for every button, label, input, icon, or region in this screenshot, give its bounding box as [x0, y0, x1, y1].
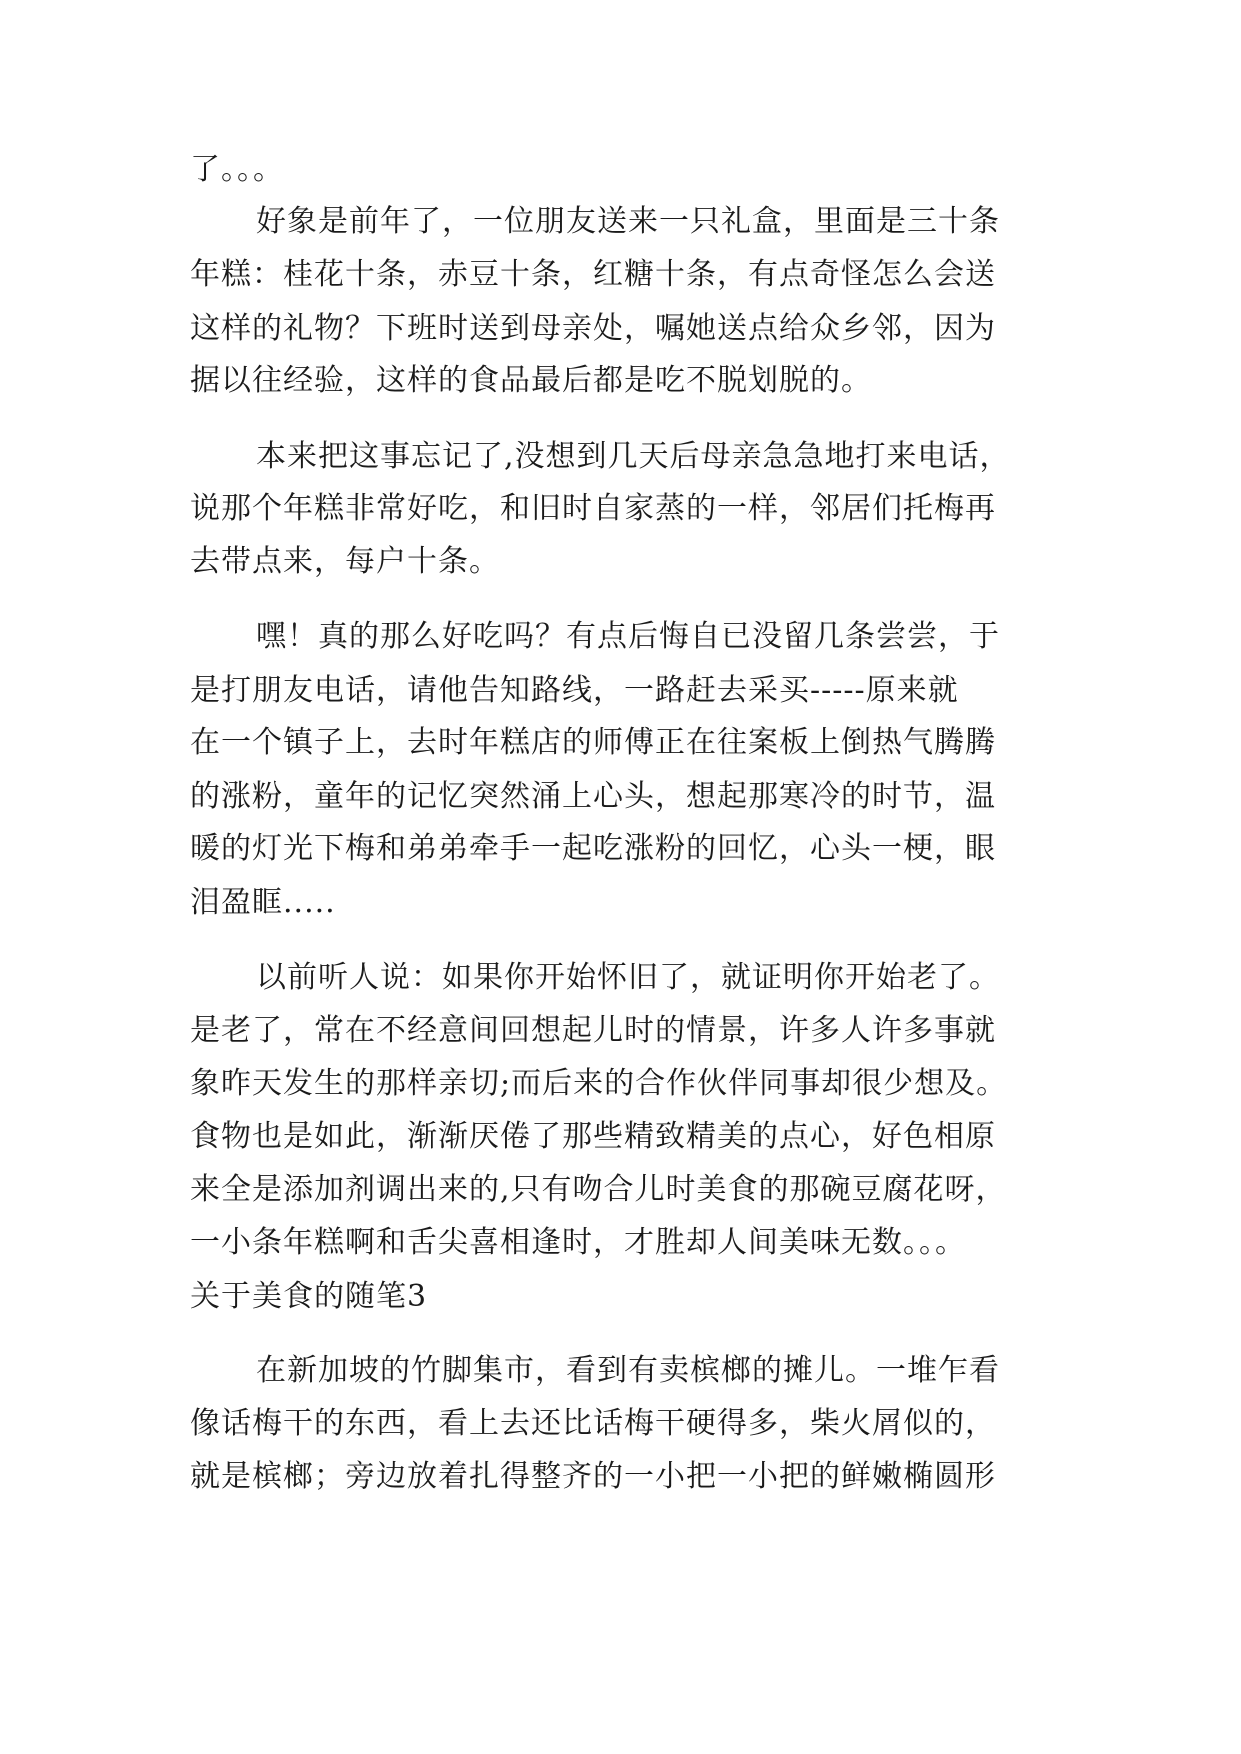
text-line: 来全是添加剂调出来的,只有吻合儿时美食的那碗豆腐花呀， — [190, 1172, 1007, 1207]
text-line: 了。。。 — [190, 152, 284, 187]
text-line: 这样的礼物？下班时送到母亲处，嘱她送点给众乡邻，因为 — [190, 311, 996, 346]
text-line: 是打朋友电话，请他告知路线，一路赶去采买-----原来就 — [190, 673, 959, 708]
text-line: 泪盈眶..... — [190, 885, 336, 920]
paragraph-start-line: 本来把这事忘记了,没想到几天后母亲急急地打来电话， — [256, 439, 1011, 474]
text-line: 说那个年糕非常好吃，和旧时自家蒸的一样，邻居们托梅再 — [190, 491, 996, 526]
text-line: 的涨粉，童年的记忆突然涌上心头，想起那寒冷的时节，温 — [190, 779, 996, 814]
text-line: 在一个镇子上，去时年糕店的师傅正在往案板上倒热气腾腾 — [190, 725, 996, 760]
paragraph-start-line: 以前听人说：如果你开始怀旧了，就证明你开始老了。 — [256, 960, 1000, 995]
section-heading: 关于美食的随笔3 — [190, 1279, 428, 1314]
text-line: 是老了，常在不经意间回想起儿时的情景，许多人许多事就 — [190, 1013, 996, 1048]
text-line: 象昨天发生的那样亲切;而后来的合作伙伴同事却很少想及。 — [190, 1066, 1008, 1101]
paragraph-start-line: 嘿！真的那么好吃吗？有点后悔自已没留几条尝尝，于 — [256, 619, 1000, 654]
paragraph-start-line: 好象是前年了，一位朋友送来一只礼盒，里面是三十条 — [256, 204, 1000, 239]
text-line: 食物也是如此，渐渐厌倦了那些精致精美的点心，好色相原 — [190, 1119, 996, 1154]
text-line: 暖的灯光下梅和弟弟牵手一起吃涨粉的回忆，心头一梗，眼 — [190, 831, 996, 866]
text-line: 一小条年糕啊和舌尖喜相逢时，才胜却人间美味无数。。。 — [190, 1225, 966, 1260]
text-line: 就是槟榔；旁边放着扎得整齐的一小把一小把的鲜嫩椭圆形 — [190, 1459, 996, 1494]
text-line: 年糕：桂花十条，赤豆十条，红糖十条，有点奇怪怎么会送 — [190, 257, 996, 292]
paragraph-start-line: 在新加坡的竹脚集市，看到有卖槟榔的摊儿。一堆乍看 — [256, 1353, 1000, 1388]
text-line: 像话梅干的东西，看上去还比话梅干硬得多，柴火屑似的， — [190, 1406, 996, 1441]
text-line: 去带点来，每户十条。 — [190, 544, 500, 579]
text-line: 据以往经验，这样的食品最后都是吃不脱划脱的。 — [190, 363, 872, 398]
